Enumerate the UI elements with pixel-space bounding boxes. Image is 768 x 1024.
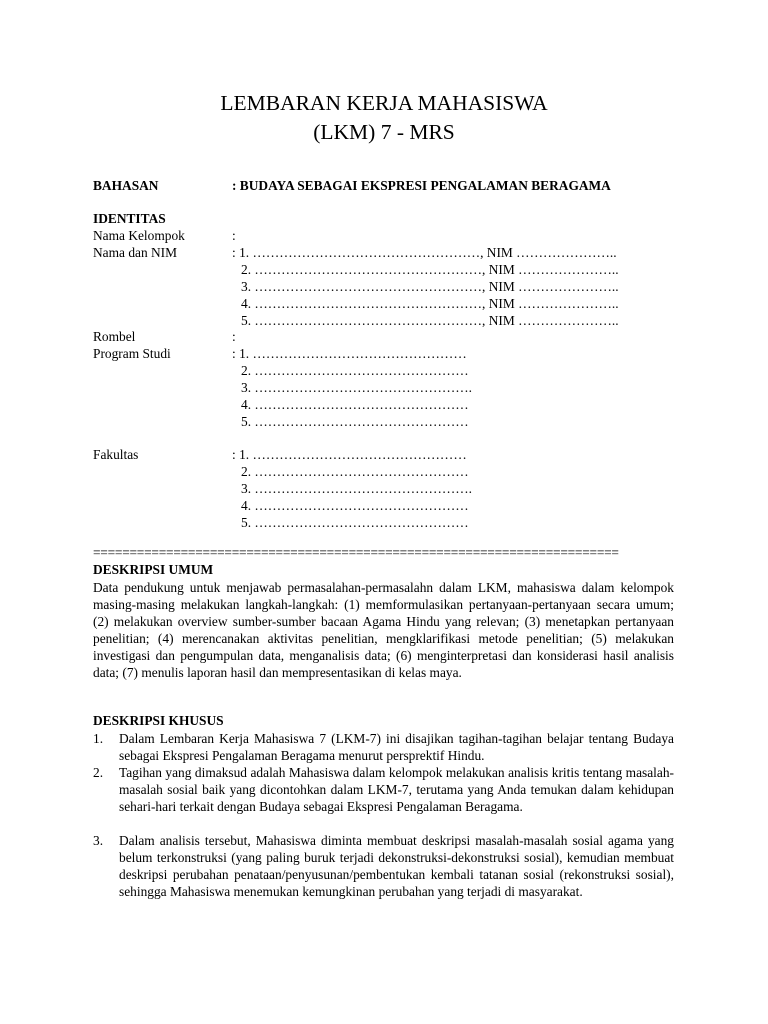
program-studi-line-3: 3. ………………………………………….	[241, 380, 472, 395]
nama-nim-label: Nama dan NIM	[93, 245, 178, 260]
program-studi-label: Program Studi	[93, 346, 171, 361]
document-title-line2: (LKM) 7 - MRS	[313, 120, 455, 144]
program-studi-line-1: : 1. …………………………………………	[232, 346, 467, 361]
program-studi-line-2: 2. …………………………………………	[241, 363, 469, 378]
document-title-line1: LEMBARAN KERJA MAHASISWA	[220, 91, 548, 115]
rombel-value: :	[232, 329, 236, 344]
fakultas-line-4: 4. …………………………………………	[241, 498, 469, 513]
program-studi-line-5: 5. …………………………………………	[241, 414, 469, 429]
program-studi-line-4: 4. …………………………………………	[241, 397, 469, 412]
item-number: 2.	[93, 765, 104, 780]
nama-nim-line-5: 5. ……………………………………………, NIM …………………..	[241, 313, 619, 328]
deskripsi-khusus-item-3	[93, 832, 674, 900]
deskripsi-khusus-heading: DESKRIPSI KHUSUS	[93, 713, 224, 728]
deskripsi-khusus-item-1	[93, 730, 674, 764]
item-text: Tagihan yang dimaksud adalah Mahasiswa dalam kelompok melakukan analisis kritis tentang masalah-masalah sosial baik yang dicontohkan dalam LKM-7, terutama yang Anda temukan dalam kehidupan sehari-hari terkait dengan Budaya sebagai Ekspresi Pengalaman Beragama.	[119, 765, 674, 815]
fakultas-line-3: 3. ………………………………………….	[241, 481, 472, 496]
section-separator: ========================================================================	[93, 545, 619, 560]
deskripsi-umum-text: Data pendukung untuk menjawab permasalahan-permasalahn dalam LKM, mahasiswa dalam kelompok masing-masing melakukan langkah-langkah: (1) memformulasikan pertanyaan-pertanyaan secara umum; (2) melakukan overview sumber-sumber bacaan Agama Hindu yang relevan; (3) menetapkan pertanyaan penelitian; (4) merencanakan aktivitas penelitian, mengklarifikasi metode penelitian; (5) melakukan investigasi dan pengumpulan data, menganalisis data; (6) menginterpretasi dan konsiderasi hasil analisis data; (7) menulis laporan hasil dan mempresentasikan di kelas maya.	[93, 580, 674, 681]
fakultas-label: Fakultas	[93, 447, 139, 462]
rombel-label: Rombel	[93, 329, 136, 344]
nama-nim-line-1: : 1. ……………………………………………, NIM …………………..	[232, 245, 617, 260]
nama-nim-line-4: 4. ……………………………………………, NIM …………………..	[241, 296, 619, 311]
nama-kelompok-value: :	[232, 228, 236, 243]
identitas-heading: IDENTITAS	[93, 211, 166, 226]
item-number: 3.	[93, 833, 104, 848]
fakultas-line-5: 5. …………………………………………	[241, 515, 469, 530]
fakultas-line-2: 2. …………………………………………	[241, 464, 469, 479]
nama-kelompok-label: Nama Kelompok	[93, 228, 185, 243]
nama-nim-line-2: 2. ……………………………………………, NIM …………………..	[241, 262, 619, 277]
item-text: Dalam analisis tersebut, Mahasiswa diminta membuat deskripsi masalah-masalah sosial agama yang belum terkonstruksi (yang paling buruk terjadi dekonstruksi-dekonstruksi sosial), kemudian membuat deskripsi perubahan penataan/penyusunan/pembentukan kembali tatanan sosial (rekonstruksi sosial), sehingga Mahasiswa menemukan kemungkinan perubahan yang terjadi di masyarakat.	[119, 833, 674, 900]
deskripsi-khusus-item-2	[93, 764, 674, 815]
bahasan-label: BAHASAN	[93, 178, 159, 193]
item-text: Dalam Lembaran Kerja Mahasiswa 7 (LKM-7) ini disajikan tagihan-tagihan belajar tentang Budaya sebagai Ekspresi Pengalaman Beragama menurut persprektif Hindu.	[119, 731, 674, 764]
fakultas-line-1: : 1. …………………………………………	[232, 447, 467, 462]
deskripsi-umum-heading: DESKRIPSI UMUM	[93, 562, 214, 577]
nama-nim-line-3: 3. ……………………………………………, NIM …………………..	[241, 279, 619, 294]
item-number: 1.	[93, 731, 104, 746]
bahasan-value: : BUDAYA SEBAGAI EKSPRESI PENGALAMAN BERAGAMA	[232, 178, 611, 193]
